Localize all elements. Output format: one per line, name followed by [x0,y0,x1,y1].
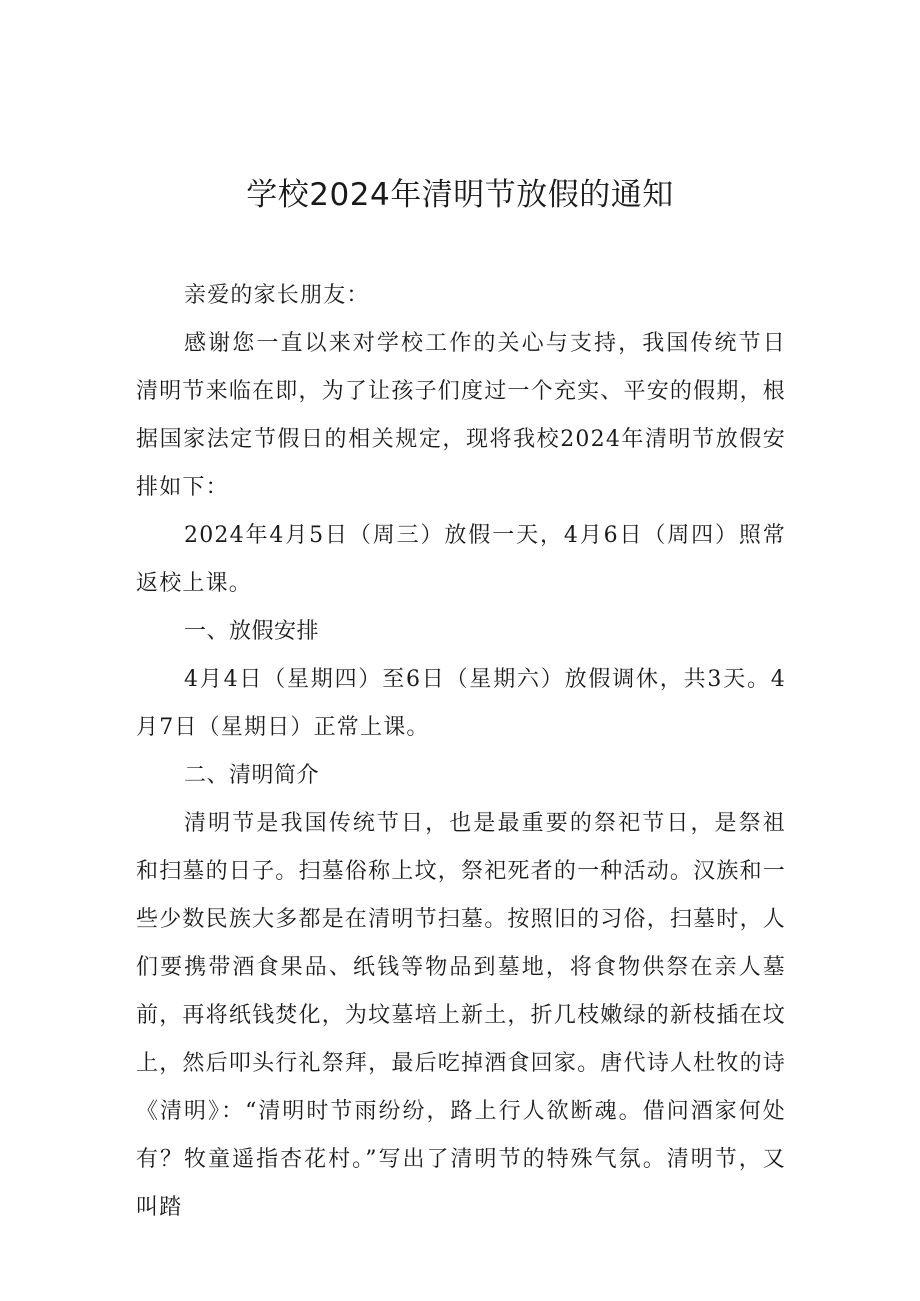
holiday-arrangement-paragraph: 4月4日（星期四）至6日（星期六）放假调休，共3天。4月7日（星期日）正常上课。 [136,667,786,740]
document-title: 学校2024年清明节放假的通知 [246,177,674,213]
section-heading-qingming-intro: 二、清明简介 [184,763,320,788]
document-body [136,272,786,1232]
qingming-intro-paragraph: 清明节是我国传统节日，也是最重要的祭祀节日，是祭祖和扫墓的日子。扫墓俗称上坟，祭祀死者的一种活动。汉族和一些少数民族大多都是在清明节扫墓。按照旧的习俗，扫墓时，人们要携带酒食果品、纸钱等物品到墓地，将食物供祭在亲人墓前，再将纸钱焚化，为坟墓培上新土，折几枝嫩绿的新枝插在坟上，然后叩头行礼祭拜，最后吃掉酒食回家。唐代诗人杜牧的诗《清明》：“清明时节雨纷纷，路上行人欲断魂。借问酒家何处有？牧童遥指杏花村。”写出了清明节的特殊气氛。清明节，又叫踏 [136,811,786,1220]
intro-paragraph: 感谢您一直以来对学校工作的关心与支持，我国传统节日清明节来临在即，为了让孩子们度过一个充实、平安的假期，根据国家法定节假日的相关规定，现将我校2024年清明节放假安排如下： [136,331,786,500]
salutation: 亲爱的家长朋友： [184,283,370,308]
notice-paragraph: 2024年4月5日（周三）放假一天，4月6日（周四）照常返校上课。 [136,523,786,596]
section-heading-holiday-arrangement: 一、放假安排 [184,619,320,644]
